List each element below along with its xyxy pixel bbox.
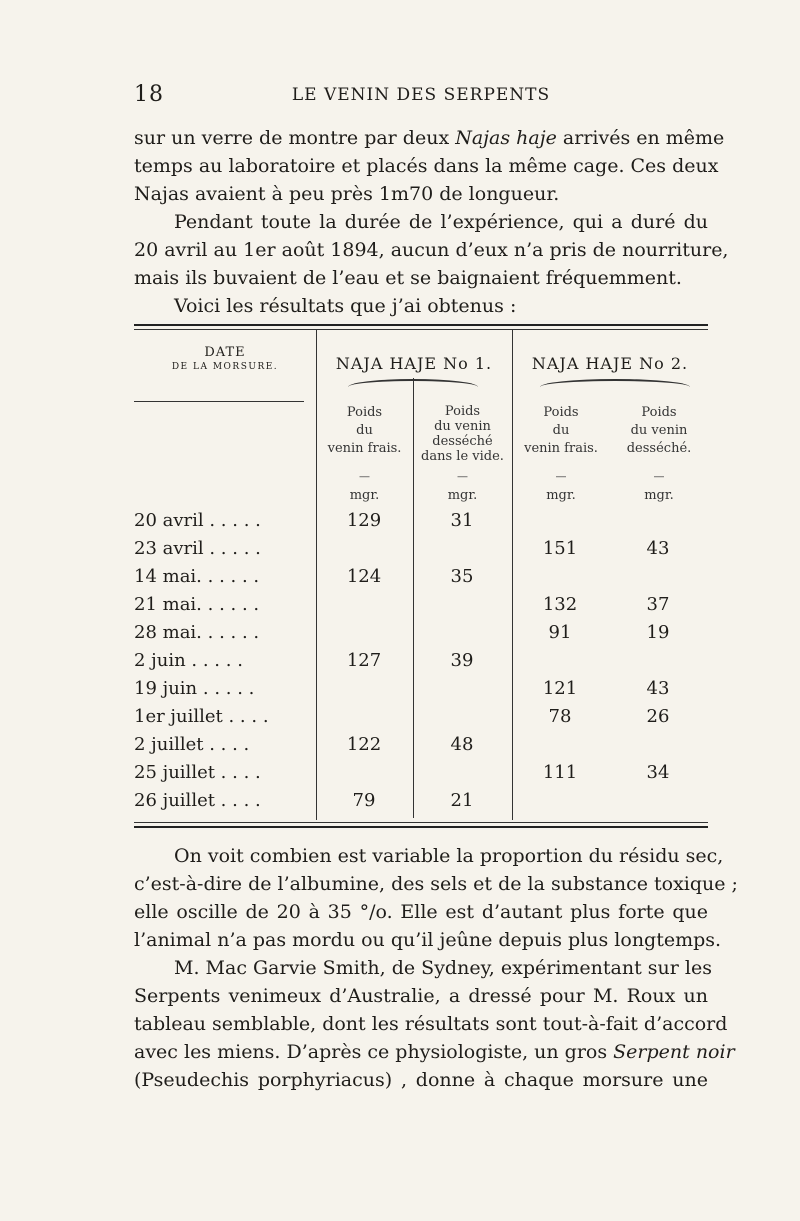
- naja-2-header: NAJA HAJE No 2.: [531, 354, 689, 373]
- table-bottom-rule-thin: [134, 822, 708, 823]
- unit-3: mgr.: [546, 488, 576, 503]
- cell-n2-frais: 121: [542, 678, 578, 699]
- cell-n2-sec: 34: [646, 762, 670, 783]
- dash-1: —: [359, 470, 370, 483]
- page-header: [134, 82, 708, 112]
- subheader-n1-frais: Poids du venin frais.: [327, 405, 402, 456]
- cell-n1-sec: 48: [450, 734, 474, 755]
- intro-line-5: 20 avril au 1er août 1894, aucun d’eux n’a pris de nourriture,: [134, 239, 729, 261]
- unit-4: mgr.: [644, 488, 674, 503]
- cell-n1-sec: 31: [450, 510, 474, 531]
- cell-n2-sec: 43: [646, 538, 670, 559]
- cell-n1-sec: 21: [450, 790, 474, 811]
- outro-line-1: On voit combien est variable la proportion du résidu sec,: [174, 845, 724, 867]
- cell-n1-sec: 35: [450, 566, 474, 587]
- intro-paragraph: [134, 124, 729, 320]
- row-date: 20 avril . . . . .: [134, 510, 261, 531]
- cell-n2-frais: 91: [548, 622, 572, 643]
- row-date: 26 juillet . . . .: [134, 790, 261, 811]
- subheader-n1-sec: Poids du venin desséché dans le vide.: [421, 404, 504, 464]
- table-top-rule: [134, 324, 708, 326]
- dash-4: —: [653, 470, 665, 483]
- outro-line-2: c’est-à-dire de l’albumine, des sels et de la substance toxique ;: [134, 873, 738, 895]
- cell-n1-frais: 127: [346, 650, 382, 671]
- row-date: 25 juillet . . . .: [134, 762, 261, 783]
- intro-line-6: mais ils buvaient de l’eau et se baignaient fréquemment.: [134, 267, 682, 289]
- serpent-noir: Serpent noir: [613, 1041, 735, 1063]
- unit-1: mgr.: [349, 488, 380, 503]
- cell-n2-frais: 111: [542, 762, 578, 783]
- row-date: 21 mai. . . . . .: [134, 594, 260, 615]
- date-header: DATE DE LA MORSURE.: [171, 345, 279, 372]
- outro-line-6: Serpents venimeux d’Australie, a dressé pour M. Roux un: [134, 985, 708, 1007]
- outro-line-4: l’animal n’a pas mordu ou qu’il jeûne depuis plus longtemps.: [134, 929, 722, 951]
- unit-2: mgr.: [447, 488, 478, 503]
- outro-line-8: avec les miens. D’après ce physiologiste, un gros Serpent noir: [134, 1041, 735, 1063]
- cell-n2-sec: 19: [646, 622, 670, 643]
- intro-line-4: Pendant toute la durée de l’expérience, qui a duré du: [174, 211, 708, 233]
- subheader-n2-sec: Poids du venin desséché.: [626, 405, 692, 456]
- cell-n1-sec: 39: [450, 650, 474, 671]
- row-date: 19 juin . . . . .: [134, 678, 255, 699]
- dash-2: —: [457, 470, 468, 483]
- naja-1-brace: [348, 379, 478, 387]
- table-top-rule-thin: [134, 329, 708, 330]
- subheader-n2-frais: Poids du venin frais.: [524, 405, 598, 456]
- cell-n1-frais: 122: [346, 734, 382, 755]
- intro-line-2: temps au laboratoire et placés dans la même cage. Ces deux: [134, 155, 719, 177]
- row-date: 14 mai. . . . . .: [134, 566, 260, 587]
- table-bottom-rule: [134, 826, 708, 828]
- cell-n2-frais: 151: [542, 538, 578, 559]
- page-number: 18: [134, 82, 164, 107]
- species-name: Najas haje: [455, 127, 557, 149]
- cell-n2-frais: 78: [548, 706, 572, 727]
- intro-line-7: Voici les résultats que j’ai obtenus :: [174, 295, 517, 317]
- date-header-rule: [134, 401, 304, 402]
- outro-line-9: (Pseudechis porphyriacus) , donne à chaque morsure une: [134, 1069, 708, 1091]
- outro-line-5: M. Mac Garvie Smith, de Sydney, expérimentant sur les: [174, 957, 712, 979]
- outro-paragraph: [134, 842, 738, 1094]
- row-date: 23 avril . . . . .: [134, 538, 261, 559]
- naja-1-header: NAJA HAJE No 1.: [335, 354, 493, 373]
- row-date: 28 mai. . . . . .: [134, 622, 260, 643]
- running-title: LE VENIN DES SERPENTS: [291, 85, 551, 105]
- cell-n2-sec: 43: [646, 678, 670, 699]
- row-date: 1er juillet . . . .: [134, 706, 269, 727]
- cell-n2-frais: 132: [542, 594, 578, 615]
- cell-n1-frais: 79: [352, 790, 376, 811]
- row-date: 2 juillet . . . .: [134, 734, 250, 755]
- cell-n1-frais: 124: [346, 566, 382, 587]
- outro-line-7: tableau semblable, dont les résultats sont tout-à-fait d’accord: [134, 1013, 728, 1035]
- cell-n1-frais: 129: [346, 510, 382, 531]
- naja-2-brace: [540, 379, 690, 387]
- cell-n2-sec: 26: [646, 706, 670, 727]
- outro-line-3: elle oscille de 20 à 35 °/o. Elle est d’autant plus forte que: [134, 901, 708, 923]
- cell-n2-sec: 37: [646, 594, 670, 615]
- row-date: 2 juin . . . . .: [134, 650, 243, 671]
- intro-line-1: sur un verre de montre par deux Najas haje arrivés en même: [134, 127, 725, 149]
- dash-3: —: [555, 470, 567, 483]
- intro-line-3: Najas avaient à peu près 1m70 de longueur.: [134, 183, 560, 205]
